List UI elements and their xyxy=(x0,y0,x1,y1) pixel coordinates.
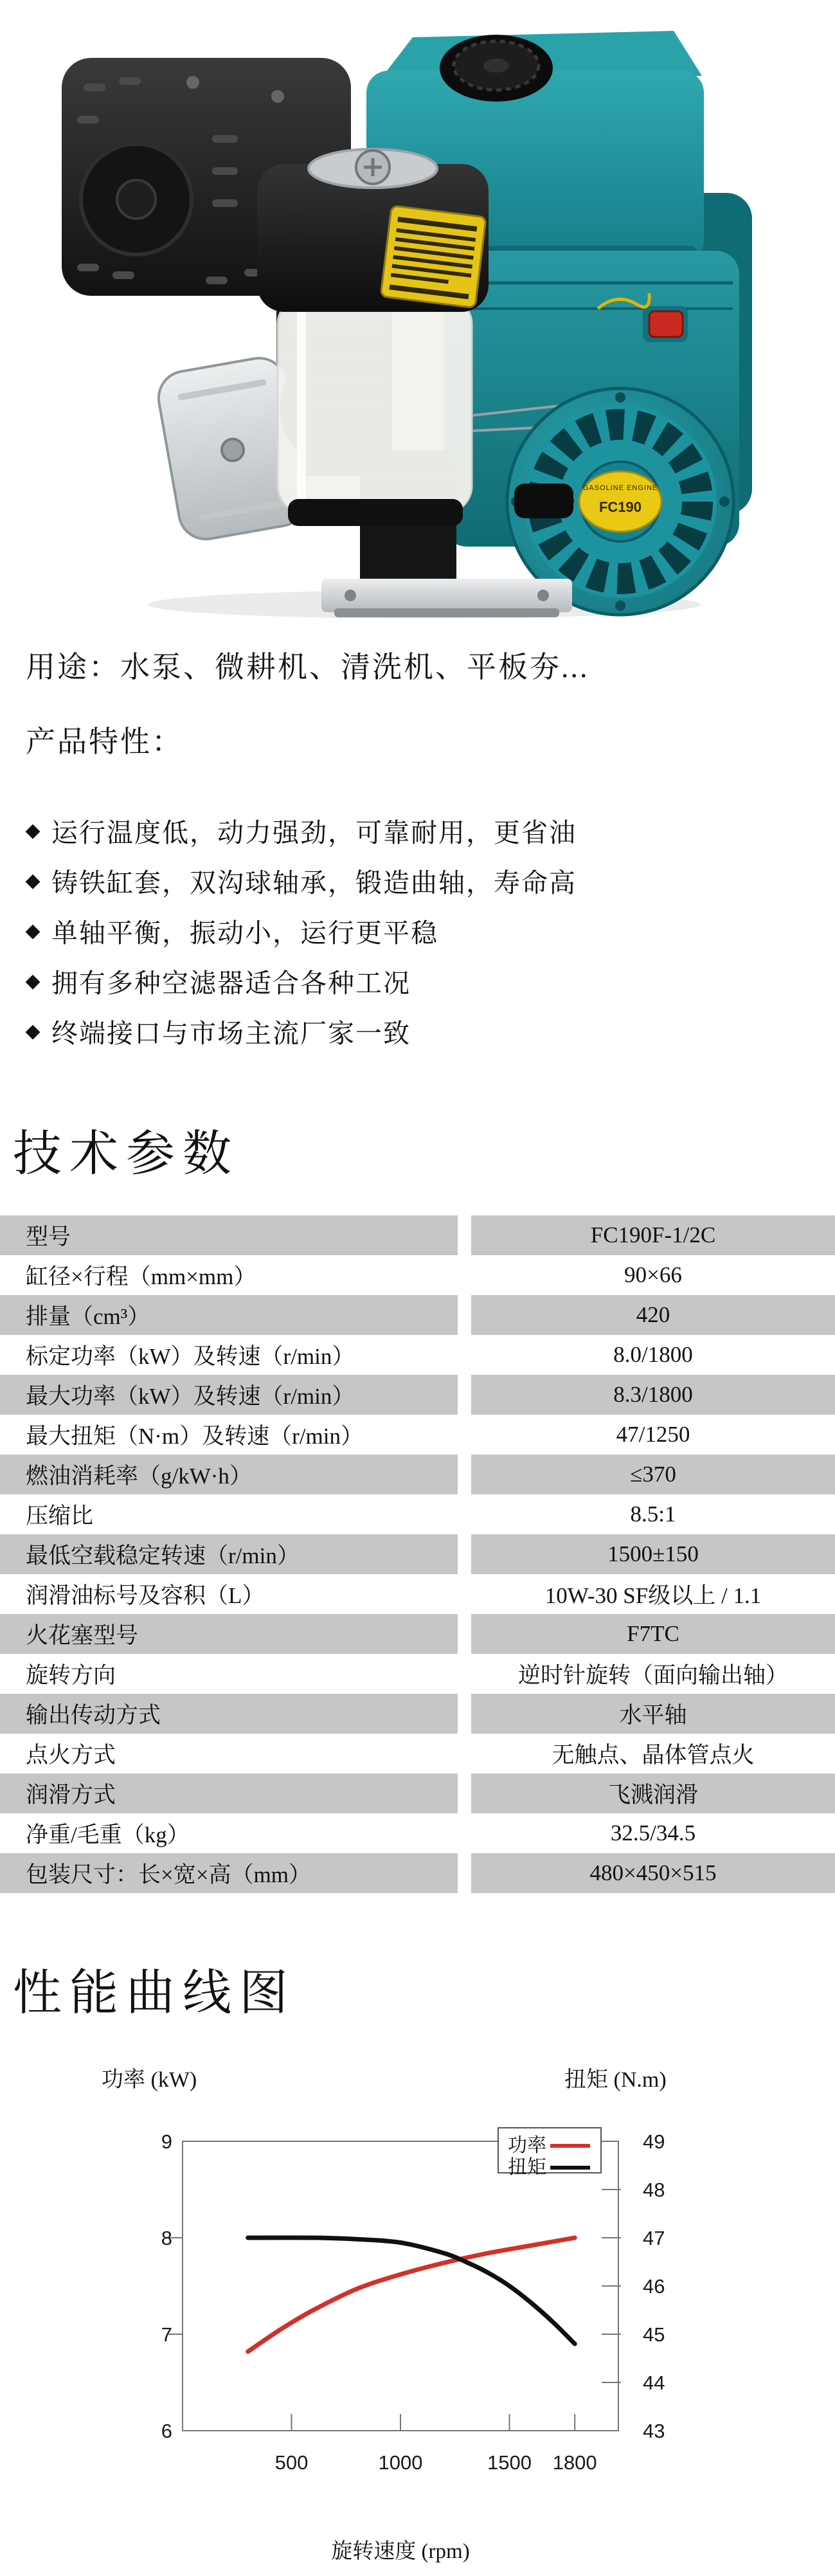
spec-value: 90×66 xyxy=(471,1255,835,1295)
spec-label: 润滑方式 xyxy=(0,1773,458,1813)
spec-column-gap xyxy=(458,1415,471,1455)
spec-value: 47/1250 xyxy=(471,1415,835,1455)
feature-item xyxy=(0,805,835,855)
specs-section-title: 技术参数 xyxy=(13,1127,239,1181)
spec-label: 标定功率（kW）及转速（r/min） xyxy=(0,1335,458,1375)
spec-value: FC190F-1/2C xyxy=(471,1215,835,1255)
spec-table xyxy=(0,1215,835,1893)
spec-column-gap xyxy=(458,1773,471,1813)
spec-value: 逆时针旋转（面向输出轴） xyxy=(471,1654,835,1694)
mounting-base xyxy=(321,579,572,617)
usage-text: 用途：水泵、微耕机、清洗机、平板夯... xyxy=(26,651,589,684)
spec-row xyxy=(0,1215,835,1255)
spec-label: 火花塞型号 xyxy=(0,1614,458,1654)
feature-text: 运行温度低，动力强劲，可靠耐用，更省油 xyxy=(51,817,577,848)
diamond-bullet-icon: ◆ xyxy=(25,869,40,891)
right-tick-label: 43 xyxy=(643,2420,665,2442)
spec-label: 燃油消耗率（g/kW·h） xyxy=(0,1455,458,1494)
spec-row xyxy=(0,1654,835,1694)
spec-column-gap xyxy=(458,1853,471,1893)
spec-row xyxy=(0,1813,835,1853)
spec-label: 净重/毛重（kg） xyxy=(0,1813,458,1853)
spec-column-gap xyxy=(458,1255,471,1295)
diamond-bullet-icon: ◆ xyxy=(25,920,40,941)
spec-label: 压缩比 xyxy=(0,1494,458,1534)
filter-clamp xyxy=(288,499,463,526)
spec-row xyxy=(0,1375,835,1415)
spec-label: 包装尺寸：长×宽×高（mm） xyxy=(0,1853,458,1893)
feature-text: 终端接口与市场主流厂家一致 xyxy=(51,1018,411,1048)
spec-column-gap xyxy=(458,1614,471,1654)
spec-label: 最大扭矩（N·m）及转速（r/min） xyxy=(0,1415,458,1455)
spec-column-gap xyxy=(458,1494,471,1534)
left-tick-label: 9 xyxy=(161,2130,172,2153)
series-power xyxy=(248,2238,575,2352)
spec-value: 10W-30 SF级以上 / 1.1 xyxy=(471,1574,835,1614)
series-torque xyxy=(248,2238,575,2344)
plot-border xyxy=(183,2141,618,2431)
spec-label: 缸径×行程（mm×mm） xyxy=(0,1255,458,1295)
spec-column-gap xyxy=(458,1215,471,1255)
spec-value: 420 xyxy=(471,1295,835,1335)
spec-value: 8.0/1800 xyxy=(471,1335,835,1375)
spec-value: F7TC xyxy=(471,1614,835,1654)
spec-column-gap xyxy=(458,1335,471,1375)
right-tick-label: 44 xyxy=(643,2372,665,2394)
spec-column-gap xyxy=(458,1813,471,1853)
spec-value: 水平轴 xyxy=(471,1694,835,1734)
spec-column-gap xyxy=(458,1295,471,1335)
spec-row xyxy=(0,1773,835,1813)
pull-handle xyxy=(514,484,573,518)
spec-column-gap xyxy=(458,1455,471,1494)
air-filter xyxy=(257,149,489,616)
spec-row xyxy=(0,1534,835,1574)
spec-label: 最大功率（kW）及转速（r/min） xyxy=(0,1375,458,1415)
diamond-bullet-icon: ◆ xyxy=(25,819,40,841)
spec-column-gap xyxy=(458,1534,471,1574)
right-tick-label: 47 xyxy=(643,2227,665,2249)
spec-row xyxy=(0,1494,835,1534)
warning-label xyxy=(381,206,486,308)
spec-column-gap xyxy=(458,1694,471,1734)
spec-label: 旋转方向 xyxy=(0,1654,458,1694)
spec-row xyxy=(0,1614,835,1654)
legend-label: 扭矩 xyxy=(508,2157,546,2178)
features-title: 产品特性： xyxy=(26,725,183,758)
feature-item xyxy=(0,905,835,956)
fuel-cap xyxy=(440,35,553,102)
spec-value: 无触点、晶体管点火 xyxy=(471,1734,835,1773)
product-photo-engine xyxy=(0,6,835,624)
spec-value: 32.5/34.5 xyxy=(471,1813,835,1853)
spec-label: 润滑油标号及容积（L） xyxy=(0,1574,458,1614)
right-axis-title: 扭矩 (N.m) xyxy=(564,2068,667,2092)
diamond-bullet-icon: ◆ xyxy=(25,970,40,992)
right-tick-label: 49 xyxy=(643,2130,665,2153)
spec-row xyxy=(0,1734,835,1773)
left-tick-label: 8 xyxy=(161,2227,172,2249)
diamond-bullet-icon: ◆ xyxy=(25,1020,40,1042)
starter-label xyxy=(579,471,661,532)
spec-row xyxy=(0,1255,835,1295)
spec-label: 排量（cm³） xyxy=(0,1295,458,1335)
feature-item xyxy=(0,956,835,1006)
spec-label: 点火方式 xyxy=(0,1734,458,1773)
spec-row xyxy=(0,1335,835,1375)
feature-list xyxy=(0,805,835,1056)
spec-value: 8.5:1 xyxy=(471,1494,835,1534)
spec-value: ≤370 xyxy=(471,1455,835,1494)
spec-label: 型号 xyxy=(0,1215,458,1255)
spec-label: 输出传动方式 xyxy=(0,1694,458,1734)
x-tick-label: 500 xyxy=(274,2451,309,2474)
spec-column-gap xyxy=(458,1375,471,1415)
spec-column-gap xyxy=(458,1734,471,1773)
left-tick-label: 6 xyxy=(161,2420,172,2442)
spec-row xyxy=(0,1853,835,1893)
spec-label: 最低空载稳定转速（r/min） xyxy=(0,1534,458,1574)
feature-item xyxy=(0,855,835,905)
starter-label-arc-text: GASOLINE ENGINE xyxy=(582,484,658,492)
spec-row xyxy=(0,1455,835,1494)
feature-text: 单轴平衡，振动小，运行更平稳 xyxy=(51,918,438,948)
right-tick-label: 46 xyxy=(643,2275,665,2298)
spec-value: 8.3/1800 xyxy=(471,1375,835,1415)
right-tick-label: 45 xyxy=(643,2323,665,2346)
performance-chart xyxy=(0,2026,835,2576)
legend-label: 功率 xyxy=(508,2135,546,2156)
spec-value: 480×450×515 xyxy=(471,1853,835,1893)
chart-section-title: 性能曲线图 xyxy=(13,1966,296,2020)
spec-row xyxy=(0,1295,835,1335)
starter-label-model-text: FC190 xyxy=(598,499,642,515)
spec-value: 1500±150 xyxy=(471,1534,835,1574)
filter-cup xyxy=(278,297,472,513)
right-tick-label: 48 xyxy=(643,2179,665,2201)
spec-value: 飞溅润滑 xyxy=(471,1773,835,1813)
x-tick-label: 1800 xyxy=(552,2451,597,2474)
spec-column-gap xyxy=(458,1574,471,1614)
feature-text: 拥有多种空滤器适合各种工况 xyxy=(51,968,411,998)
x-axis-title: 旋转速度 (rpm) xyxy=(331,2540,470,2563)
x-tick-label: 1500 xyxy=(487,2451,532,2474)
left-tick-label: 7 xyxy=(161,2323,172,2346)
feature-text: 铸铁缸套，双沟球轴承，锻造曲轴，寿命高 xyxy=(51,867,577,898)
left-axis-title: 功率 (kW) xyxy=(102,2068,197,2092)
spec-row xyxy=(0,1574,835,1614)
x-tick-label: 1000 xyxy=(378,2451,423,2474)
spec-row xyxy=(0,1694,835,1734)
feature-item xyxy=(0,1006,835,1056)
spec-column-gap xyxy=(458,1654,471,1694)
spec-row xyxy=(0,1415,835,1455)
